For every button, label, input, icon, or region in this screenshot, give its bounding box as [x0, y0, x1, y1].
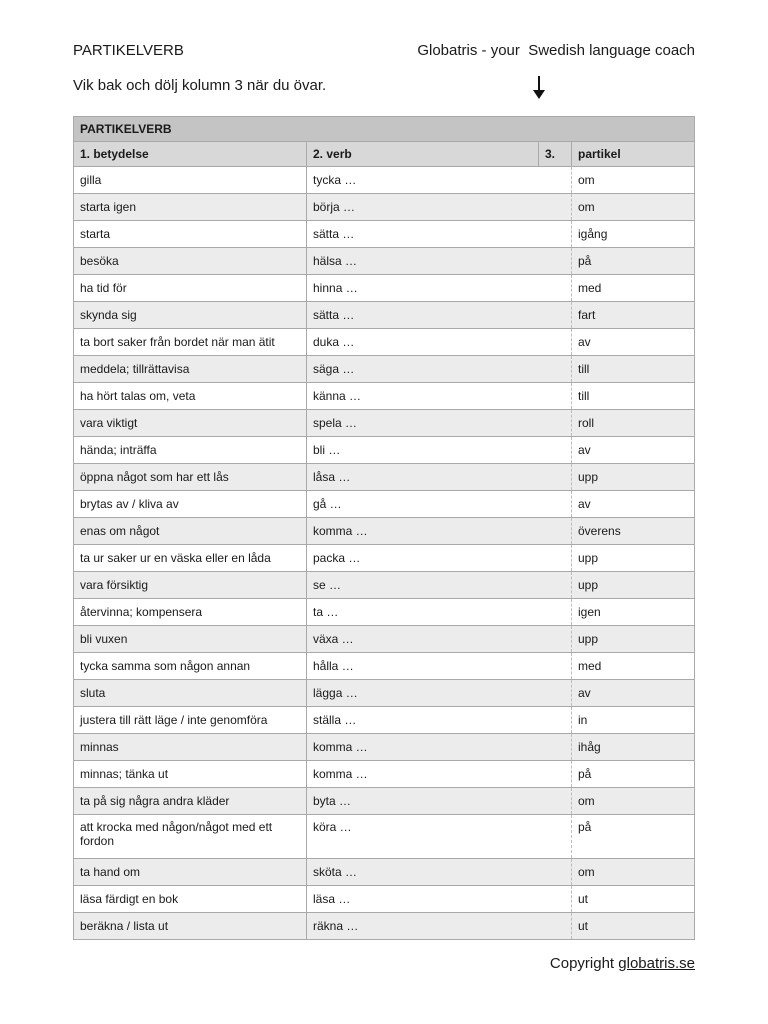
fold-gap-cell [539, 464, 572, 491]
table-row [74, 329, 695, 356]
verb-cell: hålla … [307, 653, 539, 680]
meaning-cell: minnas [74, 734, 307, 761]
particle-cell: till [572, 383, 695, 410]
verb-cell: räkna … [307, 913, 539, 940]
fold-gap-cell [539, 410, 572, 437]
fold-gap-cell [539, 437, 572, 464]
table-row [74, 599, 695, 626]
verb-cell: gå … [307, 491, 539, 518]
particle-cell: fart [572, 302, 695, 329]
meaning-cell: bli vuxen [74, 626, 307, 653]
verb-cell: komma … [307, 518, 539, 545]
document-title: PARTIKELVERB [73, 42, 184, 59]
table-row [74, 248, 695, 275]
table-row [74, 410, 695, 437]
meaning-cell: beräkna / lista ut [74, 913, 307, 940]
verb-cell: växa … [307, 626, 539, 653]
brand-tagline: Globatris - your Swedish language coach [417, 42, 695, 59]
copyright-footer [550, 955, 695, 972]
particle-cell: av [572, 491, 695, 518]
verb-cell: duka … [307, 329, 539, 356]
meaning-cell: ha tid för [74, 275, 307, 302]
table-row [74, 518, 695, 545]
fold-gap-cell [539, 734, 572, 761]
table-row [74, 221, 695, 248]
table-row [74, 761, 695, 788]
fold-gap-cell [539, 302, 572, 329]
table-row [74, 464, 695, 491]
particle-cell: roll [572, 410, 695, 437]
particle-cell: om [572, 859, 695, 886]
instruction-text: Vik bak och dölj kolumn 3 när du övar. [73, 77, 327, 94]
table-row [74, 788, 695, 815]
particle-cell: om [572, 788, 695, 815]
table-row [74, 815, 695, 859]
verb-cell: ta … [307, 599, 539, 626]
fold-gap-cell [539, 653, 572, 680]
table-row [74, 653, 695, 680]
table-row [74, 194, 695, 221]
verb-cell: köra … [307, 815, 539, 859]
particle-cell: igen [572, 599, 695, 626]
fold-gap-cell [539, 913, 572, 940]
verb-cell: läsa … [307, 886, 539, 913]
verb-cell: spela … [307, 410, 539, 437]
table-row [74, 886, 695, 913]
particle-cell: ut [572, 913, 695, 940]
fold-gap-cell [539, 761, 572, 788]
table-row [74, 913, 695, 940]
fold-gap-cell [539, 356, 572, 383]
fold-gap-cell [539, 329, 572, 356]
fold-gap-cell [539, 383, 572, 410]
fold-gap-cell [539, 788, 572, 815]
table-body [74, 167, 695, 940]
meaning-cell: hända; inträffa [74, 437, 307, 464]
verb-cell: sköta … [307, 859, 539, 886]
table-row [74, 707, 695, 734]
table-row [74, 356, 695, 383]
verb-cell: sätta … [307, 221, 539, 248]
fold-gap-cell [539, 248, 572, 275]
fold-gap-cell [539, 680, 572, 707]
particle-cell: in [572, 707, 695, 734]
fold-gap-cell [539, 599, 572, 626]
column-header-meaning: 1. betydelse [74, 142, 307, 167]
meaning-cell: justera till rätt läge / inte genomföra [74, 707, 307, 734]
meaning-cell: starta igen [74, 194, 307, 221]
fold-gap-cell [539, 886, 572, 913]
verb-cell: ställa … [307, 707, 539, 734]
particle-cell: igång [572, 221, 695, 248]
fold-gap-cell [539, 572, 572, 599]
fold-gap-cell [539, 194, 572, 221]
verb-cell: se … [307, 572, 539, 599]
verb-cell: komma … [307, 734, 539, 761]
verb-cell: packa … [307, 545, 539, 572]
meaning-cell: ha hört talas om, veta [74, 383, 307, 410]
fold-gap-cell [539, 167, 572, 194]
verb-cell: börja … [307, 194, 539, 221]
meaning-cell: brytas av / kliva av [74, 491, 307, 518]
verb-cell: känna … [307, 383, 539, 410]
particle-cell: om [572, 194, 695, 221]
particle-cell: med [572, 653, 695, 680]
fold-gap-cell [539, 707, 572, 734]
meaning-cell: vara försiktig [74, 572, 307, 599]
particle-cell: med [572, 275, 695, 302]
verb-cell: hälsa … [307, 248, 539, 275]
particle-cell: upp [572, 464, 695, 491]
table-row [74, 167, 695, 194]
particle-cell: upp [572, 545, 695, 572]
verb-cell: bli … [307, 437, 539, 464]
meaning-cell: ta på sig några andra kläder [74, 788, 307, 815]
verb-cell: sätta … [307, 302, 539, 329]
meaning-cell: ta ur saker ur en väska eller en låda [74, 545, 307, 572]
table-row [74, 491, 695, 518]
verb-cell: säga … [307, 356, 539, 383]
meaning-cell: ta hand om [74, 859, 307, 886]
column-header-verb: 2. verb [307, 142, 539, 167]
particle-cell: på [572, 815, 695, 859]
verb-cell: låsa … [307, 464, 539, 491]
meaning-cell: sluta [74, 680, 307, 707]
table-row [74, 302, 695, 329]
table-row [74, 859, 695, 886]
verb-cell: komma … [307, 761, 539, 788]
verb-cell: lägga … [307, 680, 539, 707]
meaning-cell: starta [74, 221, 307, 248]
meaning-cell: öppna något som har ett lås [74, 464, 307, 491]
particle-cell: om [572, 167, 695, 194]
particle-cell: av [572, 437, 695, 464]
table-row [74, 383, 695, 410]
fold-gap-cell [539, 518, 572, 545]
particle-cell: upp [572, 572, 695, 599]
table-row [74, 275, 695, 302]
particle-cell: av [572, 680, 695, 707]
verb-cell: byta … [307, 788, 539, 815]
table-row [74, 437, 695, 464]
meaning-cell: enas om något [74, 518, 307, 545]
copyright-text: Copyright [549, 955, 619, 972]
verb-cell: hinna … [307, 275, 539, 302]
meaning-cell: vara viktigt [74, 410, 307, 437]
particle-cell: på [572, 761, 695, 788]
fold-gap-cell [539, 545, 572, 572]
table-row [74, 626, 695, 653]
meaning-cell: att krocka med någon/något med ett fordon [74, 815, 307, 859]
down-arrow-icon [533, 76, 545, 100]
meaning-cell: skynda sig [74, 302, 307, 329]
fold-gap-cell [539, 626, 572, 653]
particle-verb-table [73, 116, 695, 940]
fold-gap-cell [539, 491, 572, 518]
fold-gap-cell [539, 859, 572, 886]
table-row [74, 545, 695, 572]
particle-cell: till [572, 356, 695, 383]
meaning-cell: minnas; tänka ut [74, 761, 307, 788]
table-row [74, 680, 695, 707]
fold-gap-cell [539, 221, 572, 248]
meaning-cell: läsa färdigt en bok [74, 886, 307, 913]
table-row [74, 572, 695, 599]
particle-cell: ut [572, 886, 695, 913]
verb-cell: tycka … [307, 167, 539, 194]
meaning-cell: återvinna; kompensera [74, 599, 307, 626]
column-header-particle: partikel [572, 142, 695, 167]
meaning-cell: gilla [74, 167, 307, 194]
particle-cell: upp [572, 626, 695, 653]
particle-cell: överens [572, 518, 695, 545]
table-row [74, 734, 695, 761]
meaning-cell: ta bort saker från bordet när man ätit [74, 329, 307, 356]
table-title: PARTIKELVERB [74, 117, 695, 142]
fold-gap-cell [539, 275, 572, 302]
meaning-cell: tycka samma som någon annan [74, 653, 307, 680]
fold-gap-cell [539, 815, 572, 859]
website-link[interactable]: globatris.se [618, 955, 695, 972]
particle-cell: ihåg [572, 734, 695, 761]
meaning-cell: meddela; tillrättavisa [74, 356, 307, 383]
column-header-number: 3. [539, 142, 572, 167]
meaning-cell: besöka [74, 248, 307, 275]
particle-cell: på [572, 248, 695, 275]
particle-cell: av [572, 329, 695, 356]
